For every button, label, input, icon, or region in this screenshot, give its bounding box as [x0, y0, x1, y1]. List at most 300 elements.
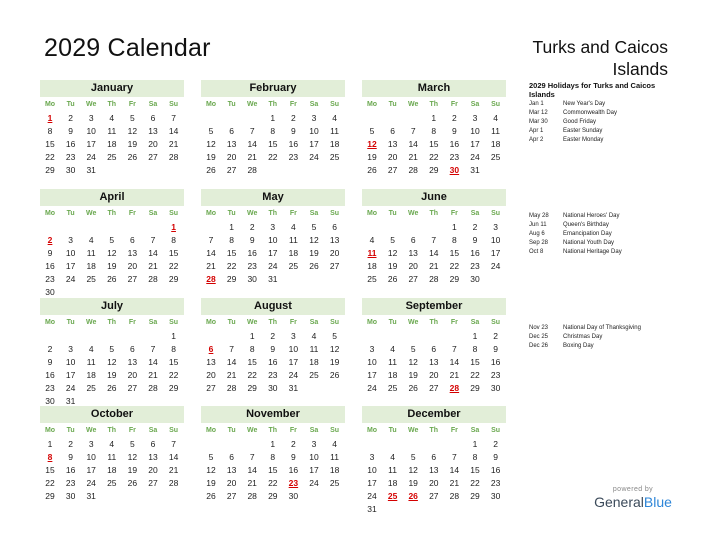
day-cell: 22	[268, 152, 278, 162]
brand-name-part2: Blue	[643, 494, 672, 510]
holiday-name: Boxing Day	[563, 343, 594, 349]
day-cell: 12	[387, 248, 398, 258]
weekday-label: Sa	[309, 427, 319, 434]
day-cell: 8	[249, 344, 255, 354]
weekday-label: We	[247, 427, 258, 434]
day-cell: 28	[429, 274, 439, 284]
month-0	[40, 80, 184, 190]
day-cell: 21	[247, 478, 257, 488]
day-cell: 27	[226, 165, 237, 175]
holiday-date: Apr 2	[529, 137, 544, 143]
weekday-label: Tu	[227, 427, 236, 434]
weekday-label: Th	[429, 427, 439, 434]
day-cell: 25	[309, 370, 319, 380]
day-cell: 14	[148, 357, 158, 367]
day-cell: 5	[109, 235, 115, 245]
weekday-label: Fr	[450, 101, 458, 108]
day-cell: 5	[208, 452, 214, 462]
day-cell: 1	[47, 439, 53, 449]
day-cell: 29	[45, 165, 55, 175]
weekday-label: Th	[268, 101, 278, 108]
day-cell: 22	[226, 261, 237, 271]
day-cell: 23	[449, 152, 460, 162]
weekday-label: Su	[330, 101, 340, 108]
holiday-item	[529, 324, 689, 333]
weekday-label: Fr	[289, 319, 297, 326]
day-cell: 17	[367, 478, 377, 488]
day-cell: 23	[288, 152, 299, 162]
day-cell: 15	[470, 357, 480, 367]
weekday-label: Mo	[205, 427, 217, 434]
day-cell: 23	[490, 370, 501, 380]
day-cell: 25	[387, 383, 398, 393]
day-cell: 26	[107, 274, 117, 284]
day-cell: 15	[168, 357, 179, 367]
day-cell: 22	[45, 152, 55, 162]
holiday-date: Nov 23	[529, 325, 549, 331]
holiday-item	[529, 248, 689, 257]
month-title: February	[201, 80, 345, 97]
day-cell: 20	[127, 261, 138, 271]
month-5	[362, 189, 506, 299]
holiday-day-cell: 11	[367, 248, 377, 258]
day-cell: 29	[470, 491, 480, 501]
day-cell: 12	[408, 465, 418, 475]
day-cell: 31	[86, 165, 96, 175]
day-cell: 8	[171, 235, 176, 245]
holiday-name: National Youth Day	[563, 240, 615, 246]
day-cell: 6	[332, 222, 337, 232]
day-cell: 16	[65, 139, 76, 149]
day-cell: 11	[107, 126, 117, 136]
day-cell: 18	[387, 370, 398, 380]
holiday-item	[529, 136, 689, 145]
day-cell: 6	[431, 452, 437, 462]
day-cell: 24	[268, 261, 278, 271]
day-cell: 14	[206, 248, 216, 258]
day-cell: 17	[470, 139, 480, 149]
day-cell: 11	[86, 357, 96, 367]
day-cell: 25	[107, 152, 117, 162]
day-cell: 30	[45, 287, 55, 297]
day-cell: 28	[247, 165, 257, 175]
holiday-day-cell: 6	[208, 344, 214, 354]
day-cell: 21	[226, 370, 237, 380]
page-title: 2029 Calendar	[44, 34, 211, 62]
weekday-label: Mo	[44, 319, 56, 326]
weekday-label: Tu	[66, 319, 75, 326]
day-cell: 30	[288, 491, 299, 501]
day-cell: 4	[109, 113, 115, 123]
day-cell: 22	[268, 478, 278, 488]
day-cell: 18	[309, 357, 319, 367]
weekday-label: Sa	[470, 319, 480, 326]
day-cell: 26	[329, 370, 340, 380]
holiday-date: Apr 1	[529, 128, 544, 134]
day-cell: 12	[107, 357, 117, 367]
day-cell: 20	[206, 370, 216, 380]
day-cell: 8	[472, 452, 478, 462]
day-cell: 14	[148, 248, 158, 258]
holiday-day-cell: 1	[171, 222, 176, 232]
day-cell: 9	[452, 126, 457, 136]
day-cell: 3	[88, 439, 94, 449]
holiday-name: Good Friday	[563, 119, 597, 125]
month-9	[40, 406, 184, 516]
holiday-name: Christmas Day	[563, 334, 603, 340]
day-cell: 8	[452, 235, 457, 245]
day-cell: 31	[86, 491, 96, 501]
day-cell: 27	[429, 491, 439, 501]
weekday-label: Th	[268, 427, 278, 434]
day-cell: 10	[367, 465, 377, 475]
day-cell: 24	[309, 152, 319, 162]
day-cell: 9	[291, 126, 296, 136]
day-cell: 9	[472, 235, 478, 245]
weekday-label: Su	[491, 319, 501, 326]
day-cell: 3	[291, 331, 296, 341]
holiday-day-cell: 28	[206, 274, 216, 284]
day-cell: 3	[493, 222, 498, 232]
day-cell: 10	[65, 248, 76, 258]
day-cell: 26	[127, 152, 138, 162]
day-cell: 15	[168, 248, 179, 258]
day-cell: 25	[329, 478, 340, 488]
day-cell: 13	[387, 139, 398, 149]
day-cell: 18	[387, 478, 398, 488]
day-cell: 11	[86, 248, 96, 258]
day-cell: 28	[148, 383, 158, 393]
day-cell: 22	[247, 370, 257, 380]
day-cell: 28	[408, 165, 418, 175]
day-cell: 11	[388, 465, 397, 475]
weekday-label: Mo	[44, 101, 56, 108]
weekday-label: Fr	[128, 427, 136, 434]
day-cell: 21	[408, 152, 418, 162]
day-cell: 25	[490, 152, 501, 162]
day-cell: 16	[470, 248, 480, 258]
weekday-label: Tu	[66, 427, 75, 434]
day-cell: 29	[168, 383, 179, 393]
holiday-name: Commonwealth Day	[563, 110, 618, 116]
day-cell: 1	[171, 331, 176, 341]
holiday-day-cell: 12	[367, 139, 377, 149]
day-cell: 15	[268, 139, 278, 149]
weekday-label: Th	[107, 427, 117, 434]
weekday-label: Fr	[128, 319, 136, 326]
day-cell: 28	[148, 274, 158, 284]
day-cell: 24	[65, 274, 76, 284]
day-cell: 4	[390, 452, 395, 462]
day-cell: 31	[367, 504, 377, 514]
day-cell: 27	[206, 383, 216, 393]
day-cell: 27	[387, 165, 398, 175]
day-cell: 14	[247, 465, 257, 475]
day-cell: 17	[309, 465, 319, 475]
day-cell: 27	[408, 274, 418, 284]
day-cell: 25	[86, 383, 96, 393]
month-11	[362, 406, 506, 516]
day-cell: 12	[107, 248, 117, 258]
day-cell: 10	[309, 452, 319, 462]
holiday-name: National Heroes' Day	[563, 213, 620, 219]
day-cell: 18	[86, 370, 96, 380]
day-cell: 24	[309, 478, 319, 488]
weekday-label: Su	[330, 427, 340, 434]
holiday-item	[529, 333, 689, 342]
holiday-list-heading: 2029 Holidays for Turks and Caicos Islands	[529, 81, 656, 99]
day-cell: 30	[490, 491, 501, 501]
day-cell: 18	[86, 261, 96, 271]
weekday-label: We	[247, 101, 258, 108]
day-cell: 1	[431, 113, 437, 123]
day-cell: 5	[109, 344, 115, 354]
day-cell: 24	[86, 478, 96, 488]
weekday-label: Sa	[148, 319, 158, 326]
day-cell: 1	[472, 331, 478, 341]
month-3	[40, 189, 184, 299]
weekday-label: Sa	[309, 210, 319, 217]
day-cell: 3	[311, 113, 317, 123]
day-cell: 19	[387, 261, 398, 271]
day-cell: 14	[449, 465, 460, 475]
day-cell: 13	[148, 126, 158, 136]
day-cell: 17	[309, 139, 319, 149]
weekday-label: Mo	[205, 319, 217, 326]
day-cell: 2	[493, 439, 498, 449]
day-cell: 11	[388, 357, 397, 367]
day-cell: 25	[367, 274, 377, 284]
brand-name-part1: General	[594, 494, 644, 510]
weekday-label: We	[86, 210, 97, 217]
holiday-date: Oct 8	[529, 249, 544, 255]
day-cell: 16	[247, 248, 257, 258]
holiday-name: Easter Sunday	[563, 128, 603, 134]
month-title: January	[40, 80, 184, 97]
holiday-item	[529, 100, 689, 109]
day-cell: 12	[309, 235, 319, 245]
day-cell: 3	[311, 439, 317, 449]
day-cell: 24	[490, 261, 501, 271]
day-cell: 29	[45, 491, 55, 501]
month-title: May	[201, 189, 345, 206]
day-cell: 21	[148, 261, 158, 271]
weekday-label: Tu	[66, 210, 75, 217]
weekday-label: Mo	[366, 210, 378, 217]
month-2	[362, 80, 506, 190]
month-title: October	[40, 406, 184, 423]
day-cell: 20	[226, 152, 237, 162]
weekday-label: Mo	[205, 210, 217, 217]
month-4	[201, 189, 345, 299]
day-cell: 2	[472, 222, 478, 232]
country-name: Turks and Caicos Islands	[532, 37, 668, 79]
day-cell: 17	[268, 248, 278, 258]
day-cell: 19	[329, 357, 340, 367]
day-cell: 21	[449, 478, 460, 488]
weekday-label: Tu	[227, 319, 236, 326]
weekday-label: Su	[330, 319, 340, 326]
day-cell: 22	[168, 261, 179, 271]
weekday-label: Th	[268, 319, 278, 326]
day-cell: 18	[329, 465, 340, 475]
holiday-day-cell: 8	[47, 452, 53, 462]
day-cell: 4	[88, 344, 94, 354]
day-cell: 29	[470, 383, 480, 393]
day-cell: 14	[168, 452, 179, 462]
day-cell: 16	[490, 465, 501, 475]
weekday-label: Sa	[148, 101, 158, 108]
day-cell: 28	[247, 491, 257, 501]
day-cell: 17	[86, 139, 96, 149]
day-cell: 1	[249, 331, 255, 341]
day-cell: 26	[127, 478, 138, 488]
day-cell: 26	[408, 383, 418, 393]
day-cell: 25	[329, 152, 340, 162]
day-cell: 9	[249, 235, 255, 245]
day-cell: 5	[130, 439, 135, 449]
holiday-date: Mar 12	[529, 110, 548, 116]
day-cell: 7	[208, 235, 214, 245]
day-cell: 15	[470, 465, 480, 475]
day-cell: 6	[431, 344, 437, 354]
day-cell: 21	[168, 465, 179, 475]
day-cell: 19	[367, 152, 377, 162]
weekday-label: Su	[169, 319, 179, 326]
month-title: April	[40, 189, 184, 206]
day-cell: 19	[107, 261, 117, 271]
day-cell: 6	[229, 452, 234, 462]
day-cell: 9	[47, 248, 53, 258]
weekday-label: Sa	[470, 427, 480, 434]
weekday-label: Tu	[388, 210, 397, 217]
weekday-label: We	[86, 101, 97, 108]
day-cell: 14	[429, 248, 439, 258]
day-cell: 27	[148, 152, 158, 162]
day-cell: 4	[332, 113, 337, 123]
day-cell: 14	[449, 357, 460, 367]
holiday-date: Jun 11	[529, 222, 547, 228]
day-cell: 23	[45, 383, 55, 393]
day-cell: 4	[109, 439, 115, 449]
day-cell: 2	[68, 113, 73, 123]
holiday-date: Dec 26	[529, 343, 549, 349]
holiday-date: Mar 30	[529, 119, 548, 125]
weekday-label: We	[247, 319, 258, 326]
day-cell: 21	[449, 370, 460, 380]
day-cell: 3	[68, 344, 73, 354]
day-cell: 15	[247, 357, 257, 367]
day-cell: 23	[65, 478, 76, 488]
holiday-date: Aug 6	[529, 231, 545, 237]
day-cell: 8	[47, 126, 53, 136]
holiday-day-cell: 26	[408, 491, 418, 501]
day-cell: 16	[65, 465, 76, 475]
month-title: December	[362, 406, 506, 423]
day-cell: 10	[65, 357, 76, 367]
month-7	[201, 298, 345, 408]
day-cell: 18	[107, 139, 117, 149]
day-cell: 1	[472, 439, 478, 449]
day-cell: 25	[86, 274, 96, 284]
holiday-item	[529, 212, 689, 221]
day-cell: 2	[291, 113, 296, 123]
day-cell: 3	[68, 235, 73, 245]
day-cell: 10	[490, 235, 501, 245]
holiday-date: Sep 28	[529, 240, 549, 246]
month-10	[201, 406, 345, 516]
weekday-label: Su	[169, 427, 179, 434]
weekday-label: Fr	[450, 210, 458, 217]
day-cell: 7	[229, 344, 234, 354]
day-cell: 13	[408, 248, 418, 258]
day-cell: 29	[429, 165, 439, 175]
day-cell: 27	[329, 261, 340, 271]
weekday-label: Tu	[66, 101, 75, 108]
day-cell: 28	[226, 383, 237, 393]
day-cell: 6	[410, 235, 416, 245]
brand-name	[588, 494, 678, 511]
day-cell: 13	[329, 235, 340, 245]
day-cell: 4	[291, 222, 296, 232]
day-cell: 8	[270, 452, 276, 462]
day-cell: 11	[107, 452, 117, 462]
day-cell: 7	[150, 344, 156, 354]
day-cell: 30	[247, 274, 257, 284]
day-cell: 8	[431, 126, 437, 136]
day-cell: 27	[226, 491, 237, 501]
day-cell: 6	[150, 113, 156, 123]
day-cell: 26	[309, 261, 319, 271]
day-cell: 2	[291, 439, 296, 449]
weekday-label: Su	[169, 210, 179, 217]
day-cell: 11	[330, 452, 339, 462]
weekday-label: Su	[491, 210, 501, 217]
weekday-label: Mo	[366, 101, 378, 108]
day-cell: 13	[429, 465, 439, 475]
weekday-label: We	[408, 210, 419, 217]
day-cell: 10	[367, 357, 377, 367]
day-cell: 31	[65, 396, 76, 406]
day-cell: 22	[449, 261, 460, 271]
holiday-day-cell: 23	[288, 478, 299, 488]
day-cell: 15	[45, 139, 55, 149]
weekday-label: Fr	[128, 101, 136, 108]
day-cell: 15	[449, 248, 460, 258]
month-title: August	[201, 298, 345, 315]
holiday-day-cell: 25	[387, 491, 398, 501]
day-cell: 10	[86, 126, 96, 136]
day-cell: 20	[148, 465, 158, 475]
holiday-name: Easter Monday	[563, 137, 604, 143]
day-cell: 13	[148, 452, 158, 462]
day-cell: 9	[68, 126, 73, 136]
day-cell: 19	[309, 248, 319, 258]
day-cell: 12	[329, 344, 340, 354]
powered-by-label: powered by	[612, 486, 654, 493]
weekday-label: Fr	[128, 210, 136, 217]
day-cell: 16	[490, 357, 501, 367]
day-cell: 18	[329, 139, 340, 149]
weekday-label: Th	[429, 101, 439, 108]
day-cell: 6	[130, 344, 135, 354]
holiday-day-cell: 28	[449, 383, 460, 393]
weekday-label: Tu	[388, 101, 397, 108]
day-cell: 3	[88, 113, 94, 123]
day-cell: 26	[367, 165, 377, 175]
day-cell: 2	[270, 331, 276, 341]
day-cell: 10	[288, 344, 299, 354]
